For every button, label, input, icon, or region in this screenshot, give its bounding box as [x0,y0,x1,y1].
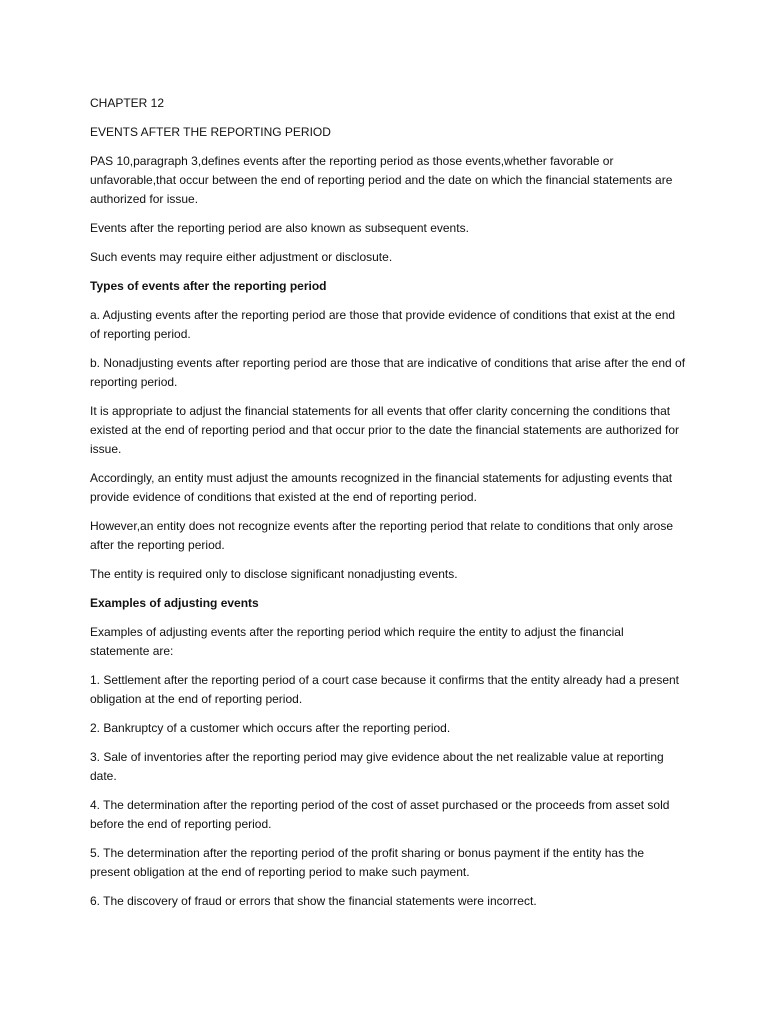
types-heading: Types of events after the reporting period [90,279,327,293]
paragraph-however: However,an entity does not recognize events after the reporting period that relate to conditions that only arose after the reporting period. [90,519,674,552]
example-item-1: 1. Settlement after the reporting period of a court case because it confirms that the entity already had a present obligation at the end of reporting period. [90,673,680,706]
example-item-2: 2. Bankruptcy of a customer which occurs after the reporting period. [90,721,451,735]
chapter-label: CHAPTER 12 [90,96,165,110]
paragraph-also-known: Events after the reporting period are also known as subsequent events. [90,221,469,235]
paragraph-type-a: a. Adjusting events after the reporting period are those that provide evidence of conditions that exist at the end of reporting period. [90,308,676,341]
paragraph-definition: PAS 10,paragraph 3,defines events after the reporting period as those events,whether favorable or unfavorable,that occur between the end of reporting period and the date on which the financial statements are authorized for issue. [90,154,673,206]
example-item-4: 4. The determination after the reporting period of the cost of asset purchased or the proceeds from asset sold before the end of reporting period. [90,798,670,831]
example-item-3: 3. Sale of inventories after the reporting period may give evidence about the net realizable value at reporting date. [90,750,664,783]
chapter-title: EVENTS AFTER THE REPORTING PERIOD [90,125,331,139]
paragraph-require: Such events may require either adjustment or disclosute. [90,250,393,264]
paragraph-required-only: The entity is required only to disclose significant nonadjusting events. [90,567,458,581]
paragraph-type-b: b. Nonadjusting events after reporting period are those that are indicative of conditions that arise after the end of reporting period. [90,356,686,389]
paragraph-appropriate: It is appropriate to adjust the financial statements for all events that offer clarity concerning the conditions that existed at the end of reporting period and that occur prior to the date the financial statements are authorized for issue. [90,404,680,456]
example-item-6: 6. The discovery of fraud or errors that show the financial statements were incorrect. [90,894,537,908]
paragraph-accordingly: Accordingly, an entity must adjust the amounts recognized in the financial statements for adjusting events that provide evidence of conditions that existed at the end of reporting period. [90,471,673,504]
paragraph-examples-intro: Examples of adjusting events after the reporting period which require the entity to adjust the financial statemente are: [90,625,624,658]
examples-heading: Examples of adjusting events [90,596,259,610]
document-page [90,94,686,921]
example-item-5: 5. The determination after the reporting period of the profit sharing or bonus payment if the entity has the present obligation at the end of reporting period to make such payment. [90,846,645,879]
